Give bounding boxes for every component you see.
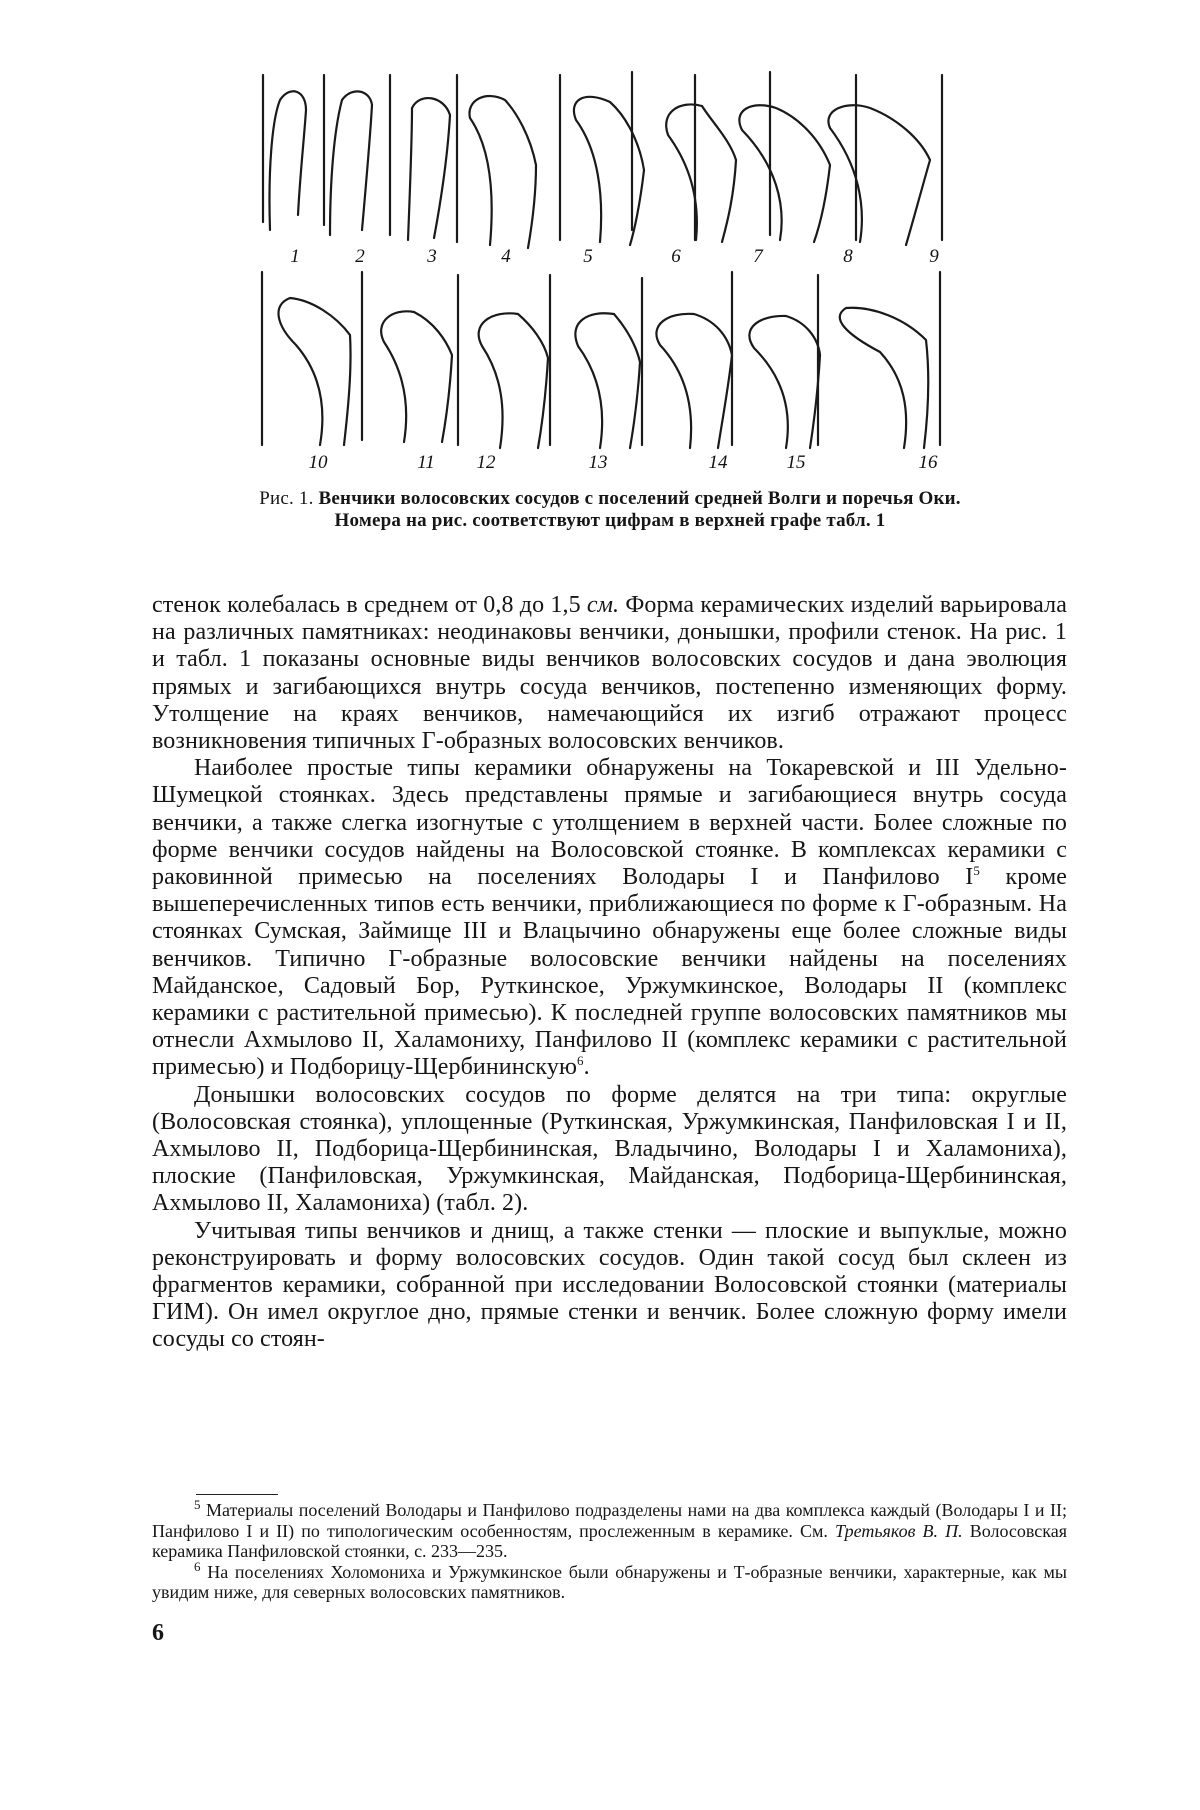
figure-number-8: 8 — [843, 246, 853, 267]
footnote-6-mark: 6 — [194, 1558, 201, 1574]
paragraph-4: Учитывая типы венчиков и днищ, а также стенки — плоские и выпуклые, можно реконструировать и форму волосовских сосудов. Один такой сосуд был склеен из фрагментов керамики, собранной при исследовании Волосовской стоянки (материалы ГИМ). Он имел округлое дно, прямые стенки и венчик. Более сложную форму имели сосуды со стоян- — [152, 1217, 1067, 1353]
footnote-rule — [196, 1494, 278, 1495]
rim-profile-1 — [269, 91, 306, 230]
rim-profile-11 — [381, 311, 452, 442]
figure-number-9: 9 — [929, 246, 939, 267]
caption-text: Венчики волосовских сосудов с поселений средней Волги и поречья Оки. Номера на рис. соответствуют цифрам в верхней графе табл. 1 — [318, 488, 961, 531]
row1-profiles — [269, 91, 930, 248]
rim-profile-12 — [479, 313, 548, 448]
paragraph-2-end: . — [583, 1054, 590, 1081]
rim-profile-7 — [739, 105, 830, 242]
paragraph-1-rest: Форма керамических изделий варьировала на различных памятниках: неодинаковы венчики, донышки, профили стенок. На рис. 1 и табл. 1 показаны основные виды венчиков волосовских сосудов и дана эволюция прямых и загибающихся внутрь сосуда венчиков, постепенно изменяющих форму. Утолщение на краях венчиков, намечающийся их изгиб отражают процесс возникновения типичных Г-образных волосовских венчиков. — [152, 592, 1067, 755]
rim-profile-15 — [749, 316, 820, 448]
footnote-5-author: Третьяков В. П. — [835, 1520, 963, 1541]
footnote-5 — [152, 1497, 1068, 1562]
footnote-6-text: На поселениях Холомониха и Уржумкинское были обнаружены и Т-образные венчики, характерные, как мы увидим ниже, для северных волосовских памятников. — [152, 1561, 1067, 1602]
figure-number-7: 7 — [753, 246, 763, 267]
rim-profile-3 — [408, 98, 450, 240]
row2-guide-lines — [262, 272, 940, 445]
rim-profile-8 — [828, 105, 930, 245]
page-number: 6 — [152, 1620, 164, 1646]
footnote-5-source: Волосовская керамика Панфиловской стоянки, с. 233—235. — [152, 1520, 1068, 1561]
paragraph-2-part-b: кроме вышеперечисленных типов есть венчики, приближающиеся по форме к Г-образным. На стоянках Сумская, Займище III и Влацычино обнаружены еще более сложные виды венчиков. Типично Г-образные волосовские венчики найдены на поселениях Майданское, Садовый Бор, Руткинское, Уржумкинское, Володары II (комплекс керамики с растительной примесью). К последней группе волосовских памятников мы отнесли Ахмылово II, Халамониху, Панфилово II (комплекс керамики с растительной примесью) и Подборицу-Щербининскую — [152, 864, 1067, 1081]
rim-profile-2 — [330, 91, 372, 235]
figure-number-6: 6 — [671, 246, 681, 267]
paragraph-1-text: стенок колебалась в среднем от 0,8 до 1,5 — [152, 592, 581, 618]
paragraph-2 — [152, 755, 1067, 1081]
footnote-6 — [152, 1558, 1067, 1603]
figure-number-10: 10 — [308, 452, 328, 473]
figure-number-15: 15 — [786, 452, 806, 473]
rim-profile-6 — [666, 104, 736, 242]
rim-profile-16 — [840, 308, 928, 448]
footnote-ref-6: 6 — [576, 1053, 584, 1069]
rim-profile-13 — [575, 313, 640, 448]
paragraph-1 — [152, 592, 1067, 755]
rim-profiles-figure — [0, 0, 1200, 490]
figure-number-3: 3 — [427, 246, 437, 267]
figure-number-13: 13 — [588, 452, 608, 473]
paragraph-3: Донышки волосовских сосудов по форме делятся на три типа: округлые (Волосовская стоянка), уплощенные (Руткинская, Уржумкинская, Панфиловская I и II, Ахмылово II, Подборица-Щербининская, Владычино, Володары I и Халамониха), плоские (Панфиловская, Уржумкинская, Майданская, Подборица-Щербининская, Ахмылово II, Халамониха) (табл. 2). — [152, 1081, 1067, 1217]
footnotes — [152, 1497, 1068, 1603]
figure-number-5: 5 — [583, 246, 593, 267]
paragraph-2-part-a: Наиболее простые типы керамики обнаружены на Токаревской и III Удельно-Шумецкой стоянках. Здесь представлены прямые и загибающиеся внутрь сосуда венчики, а также слегка изогнутые с утолщением в верхней части. Более сложные по форме венчики сосудов найдены на Волосовской стоянке. В комплексах керамики с раковинной примесью на поселениях Володары I и Панфилово I — [152, 755, 1067, 891]
figure-number-12: 12 — [476, 452, 496, 473]
figure-number-14: 14 — [708, 452, 728, 473]
rim-profile-14 — [656, 314, 732, 448]
rim-profiles-drawing — [0, 0, 1200, 490]
footnote-5-mark: 5 — [194, 1497, 201, 1512]
rim-profile-4 — [469, 96, 536, 248]
row1-guide-lines — [263, 72, 942, 242]
figure-number-1: 1 — [290, 246, 300, 267]
rim-profile-10 — [279, 298, 351, 445]
row2-profiles — [279, 298, 929, 448]
footnote-ref-5: 5 — [973, 863, 980, 879]
rim-profile-5 — [574, 97, 644, 245]
figure-number-16: 16 — [918, 452, 938, 473]
figure-number-4: 4 — [501, 246, 511, 267]
body-text — [152, 592, 1067, 1354]
unit-cm: см. — [586, 592, 620, 618]
figure-number-11: 11 — [417, 452, 435, 473]
figure-caption — [240, 488, 980, 532]
figure-number-2: 2 — [355, 246, 365, 267]
caption-lead: Рис. 1. — [259, 488, 314, 509]
footnote-5-text: Материалы поселений Володары и Панфилово подразделены нами на два комплекса каждый (Володары I и II; Панфилово I и II) по типологическим особенностям, прослеженным в керамике. См. — [152, 1500, 1068, 1541]
